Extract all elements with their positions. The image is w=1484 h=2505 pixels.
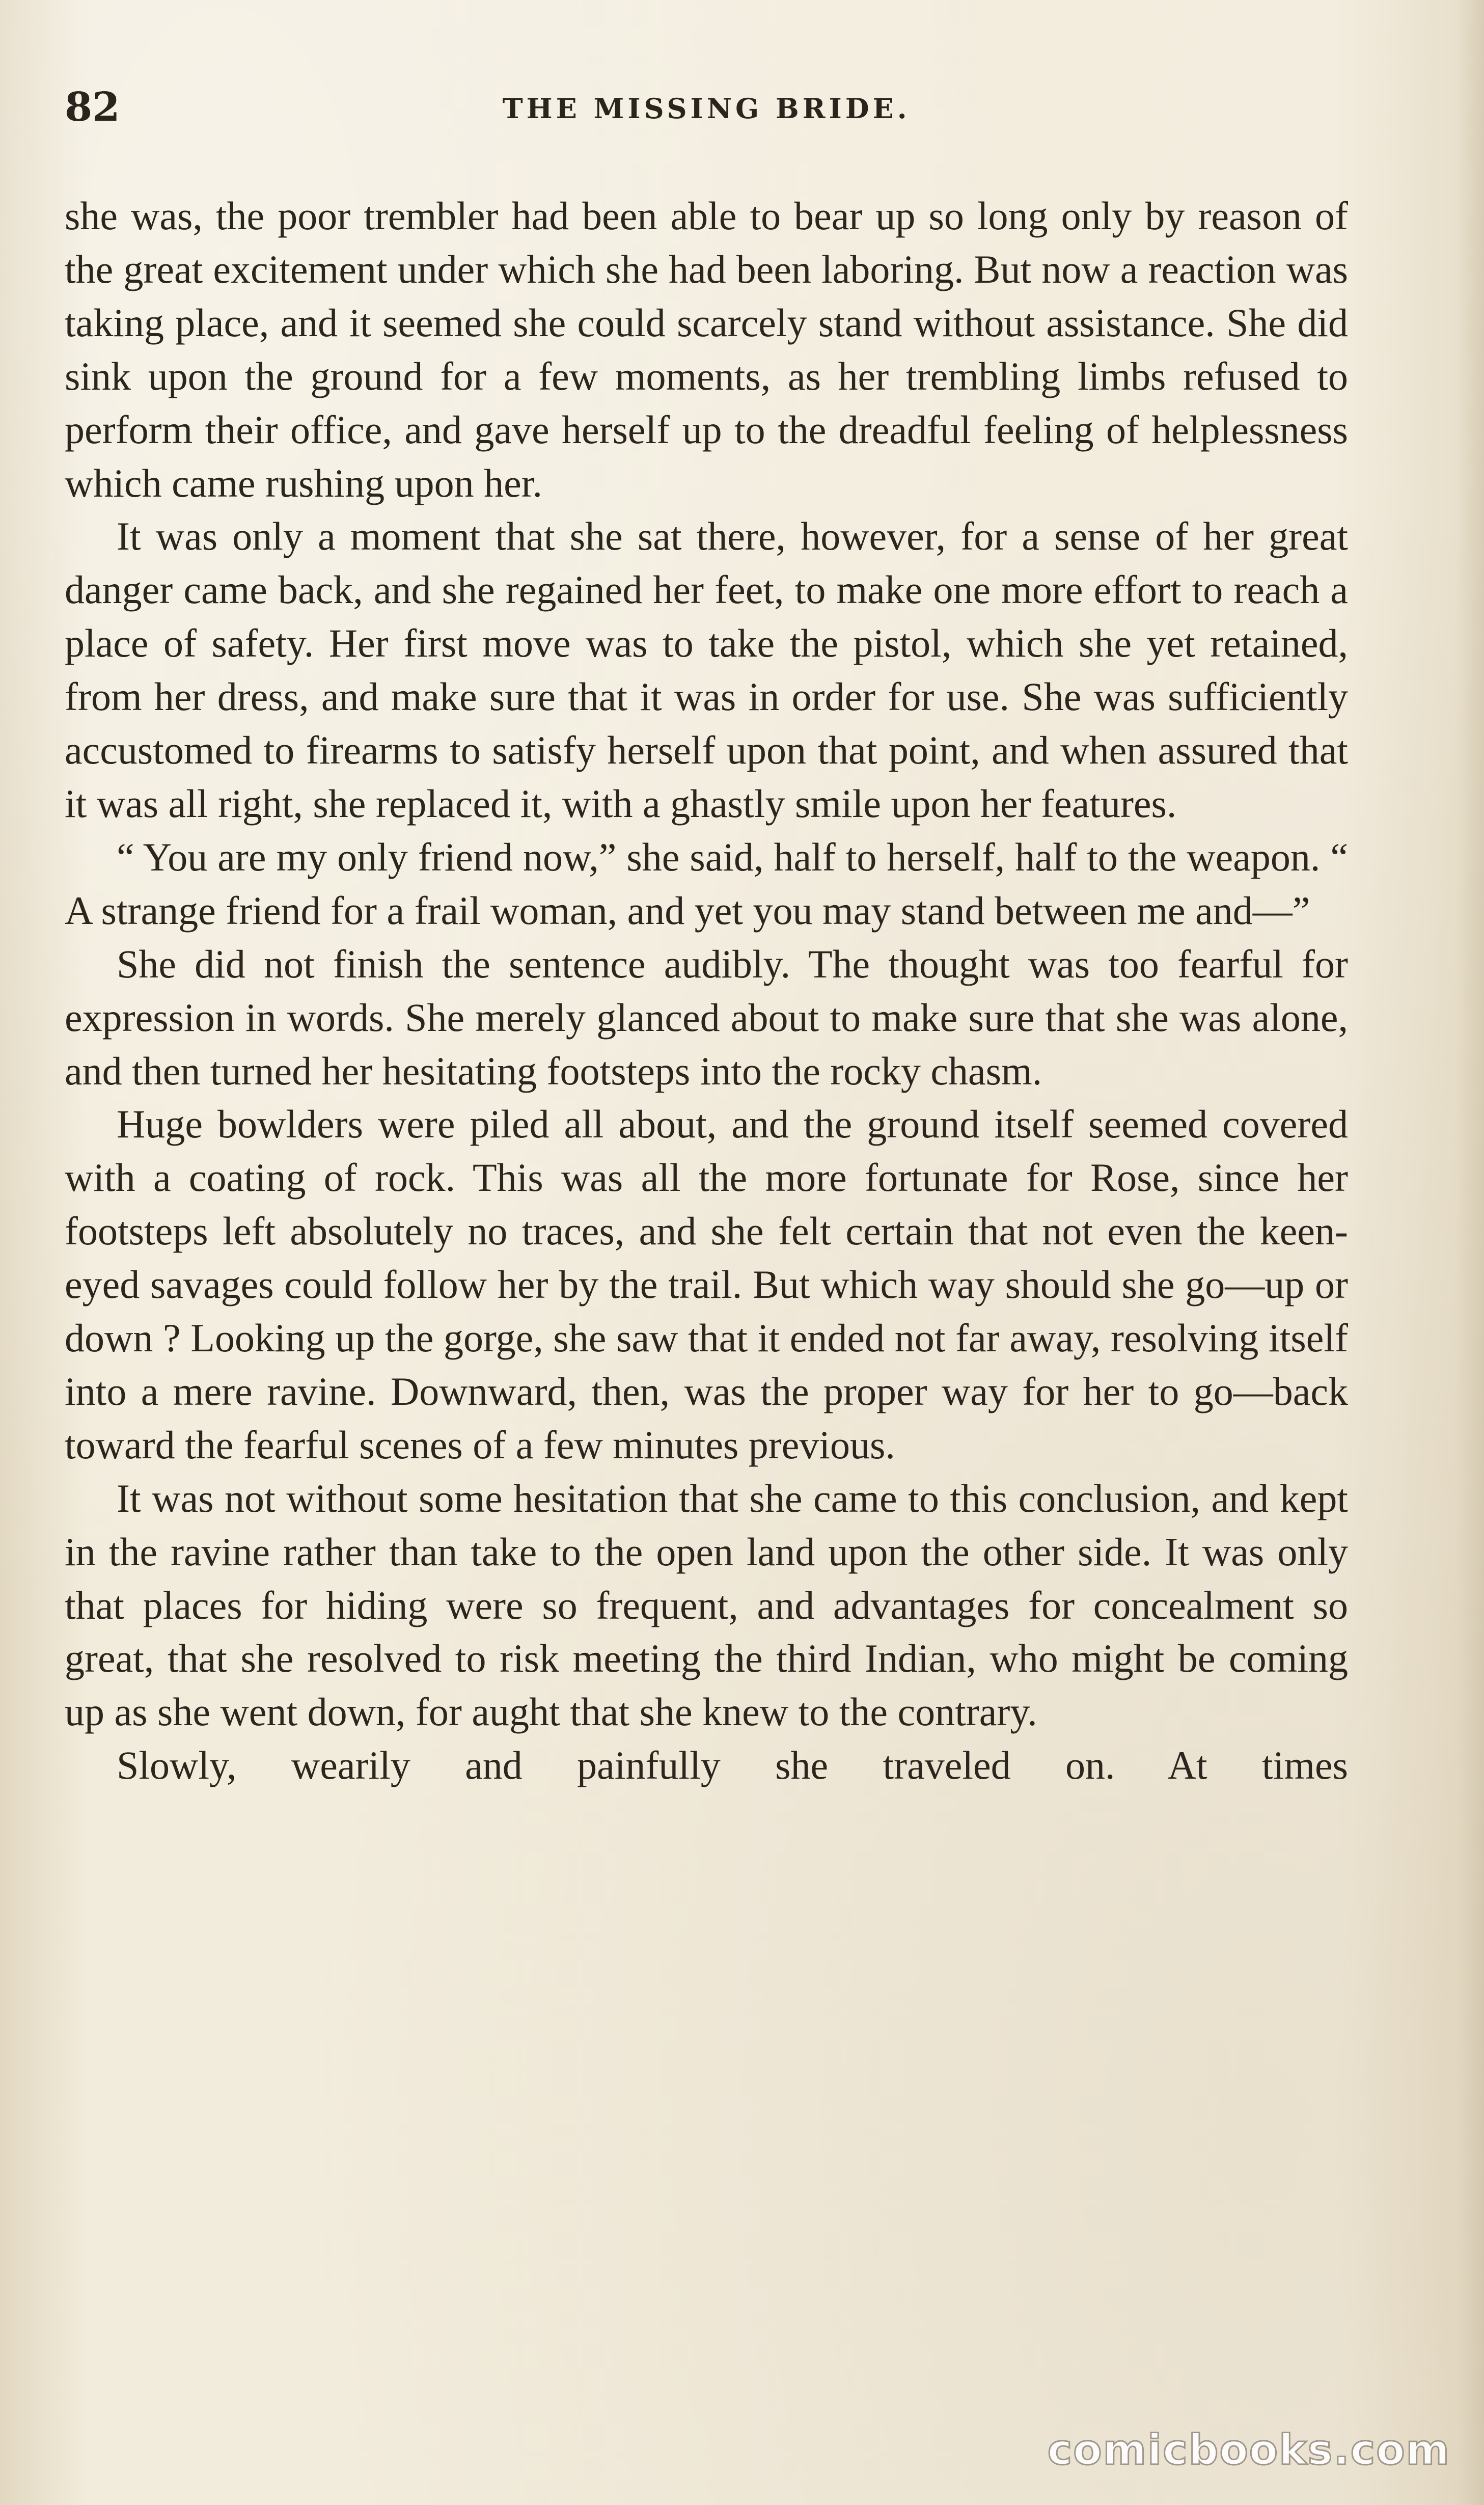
- paragraph-3: “ You are my only friend now,” she said, half to herself, half to the weapon. “ A strange friend for a frail woman, and yet you may stand between me and—”: [65, 834, 1348, 933]
- paragraph-7: Slowly, wearily and painfully she traveled on. At times: [117, 1743, 1348, 1788]
- site-watermark: comicbooks.com: [1047, 2426, 1450, 2474]
- paragraph-2: It was only a moment that she sat there, however, for a sense of her great danger came back, and she regained her feet, to make one more effort to reach a place of safety. Her first move was to take the pistol, which she yet retained, from her dress, and make sure that it was in order for use. She was sufficiently accustomed to firearms to satisfy herself upon that point, and when assured that it was all right, she replaced it, with a ghastly smile upon her features.: [65, 514, 1348, 826]
- paragraph-4: She did not finish the sentence audibly. The thought was too fearful for expression in words. She merely glanced about to make sure that she was alone, and then turned her hesitating footsteps into the rocky chasm.: [65, 941, 1348, 1093]
- paragraph-5: Huge bowlders were piled all about, and the ground itself seemed covered with a coating of rock. This was all the more fortunate for Rose, since her footsteps left absolutely no traces, and she felt certain that not even the keen-eyed savages could follow her by the trail. But which way should she go—up or down ? Looking up the gorge, she saw that it ended not far away, resolving itself into a mere ravine. Downward, then, was the proper way for her to go—back toward the fearful scenes of a few minutes previous.: [65, 1102, 1348, 1467]
- page-edge-shadow: [1456, 0, 1484, 2505]
- paragraph-6: It was not without some hesitation that she came to this conclusion, and kept in the ravine rather than take to the open land upon the other side. It was only that places for hiding were so frequent, and advantages for concealment so great, that she resolved to risk meeting the third Indian, who might be coming up as she went down, for aught that she knew to the contrary.: [65, 1476, 1348, 1734]
- page-header: [65, 75, 1348, 131]
- paragraph-1: she was, the poor trembler had been able to bear up so long only by reason of the great excitement under which she had been laboring. But now a reaction was taking place, and it seemed she could scarcely stand without assistance. She did sink upon the ground for a few moments, as her trembling limbs refused to perform their office, and gave herself up to the dreadful feeling of helplessness which came rushing upon her.: [65, 194, 1348, 505]
- running-title: THE MISSING BRIDE.: [502, 92, 911, 125]
- body-text: [65, 189, 1348, 1792]
- page-number: 82: [65, 84, 120, 130]
